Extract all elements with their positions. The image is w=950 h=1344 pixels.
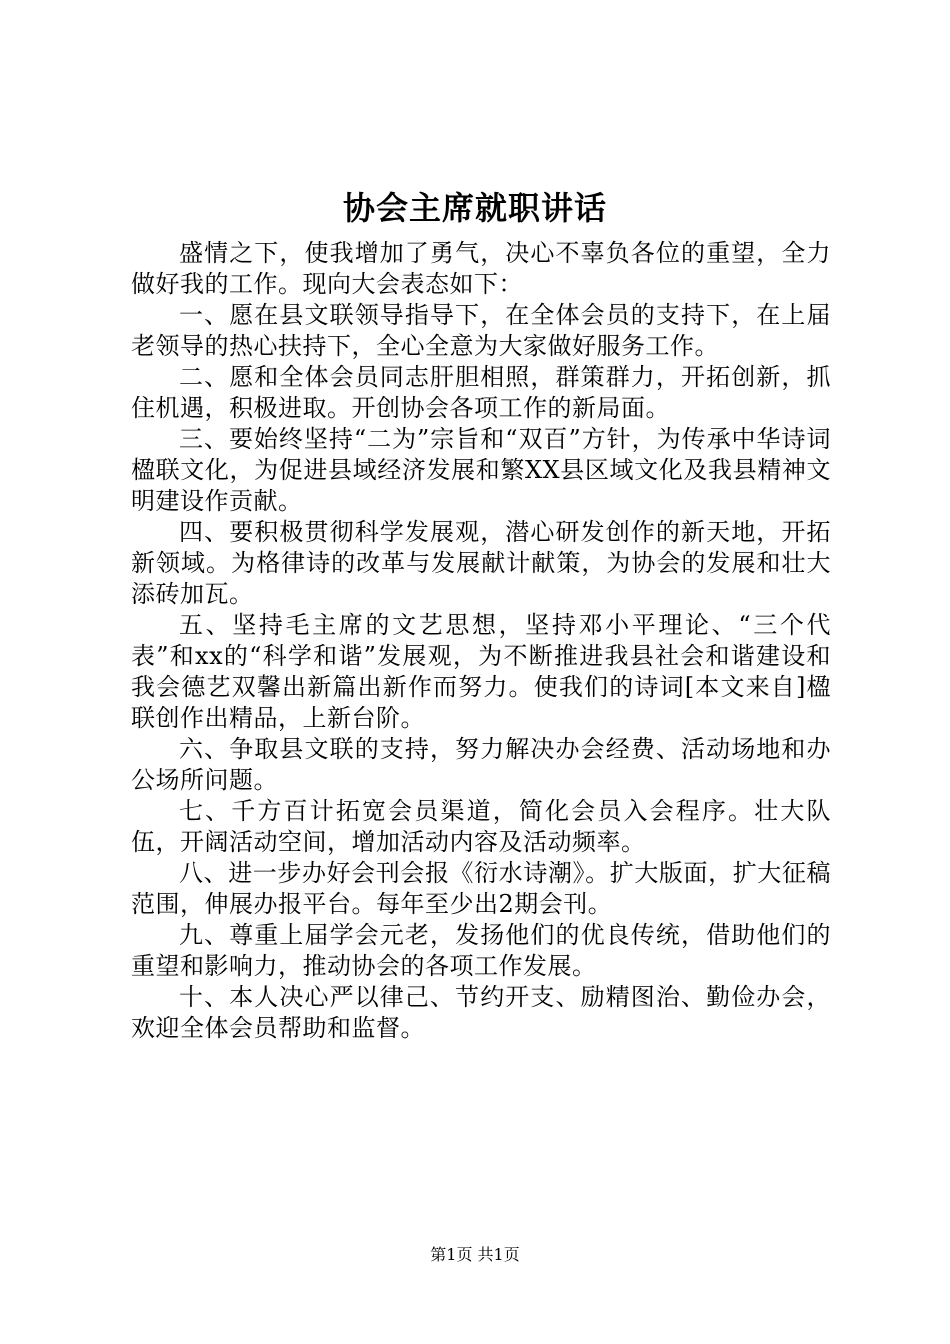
paragraph-item-3: 三、要始终坚持“二为”宗旨和“双百”方针，为传承中华诗词楹联文化，为促进县域经济发展和繁XX县区域文化及我县精神文明建设作贡献。 xyxy=(131,425,831,515)
document-body xyxy=(131,238,831,1044)
paragraph-item-2: 二、愿和全体会员同志肝胆相照，群策群力，开拓创新，抓住机遇，积极进取。开创协会各项工作的新局面。 xyxy=(131,363,831,422)
paragraph-item-6: 六、争取县文联的支持，努力解决办会经费、活动场地和办公场所问题。 xyxy=(131,735,831,794)
paragraph-intro: 盛情之下，使我增加了勇气，决心不辜负各位的重望，全力做好我的工作。现向大会表态如下： xyxy=(131,239,831,298)
paragraph-item-10: 十、本人决心严以律己、节约开支、励精图治、勤俭办会，欢迎全体会员帮助和监督。 xyxy=(131,983,831,1042)
paragraph-item-9: 九、尊重上届学会元老，发扬他们的优良传统，借助他们的重望和影响力，推动协会的各项工作发展。 xyxy=(131,921,831,980)
paragraph-item-8: 八、进一步办好会刊会报《衍水诗潮》。扩大版面，扩大征稿范围，伸展办报平台。每年至少出2期会刊。 xyxy=(131,859,831,918)
document-title: 协会主席就职讲话 xyxy=(342,189,607,227)
paragraph-item-5: 五、坚持毛主席的文艺思想，坚持邓小平理论、“三个代表”和xx的“科学和谐”发展观，为不断推进我县社会和谐建设和我会德艺双馨出新篇出新作而努力。使我们的诗词[本文来自]楹联创作出精品，上新台阶。 xyxy=(131,611,831,732)
paragraph-item-1: 一、愿在县文联领导指导下，在全体会员的支持下，在上届老领导的热心扶持下，全心全意为大家做好服务工作。 xyxy=(131,301,831,360)
paragraph-item-7: 七、千方百计拓宽会员渠道，简化会员入会程序。壮大队伍，开阔活动空间，增加活动内容及活动频率。 xyxy=(131,797,831,856)
paragraph-item-4: 四、要积极贯彻科学发展观，潜心研发创作的新天地，开拓新领域。为格律诗的改革与发展献计献策，为协会的发展和壮大添砖加瓦。 xyxy=(131,518,831,608)
page-footer: 第1页 共1页 xyxy=(430,1245,520,1264)
